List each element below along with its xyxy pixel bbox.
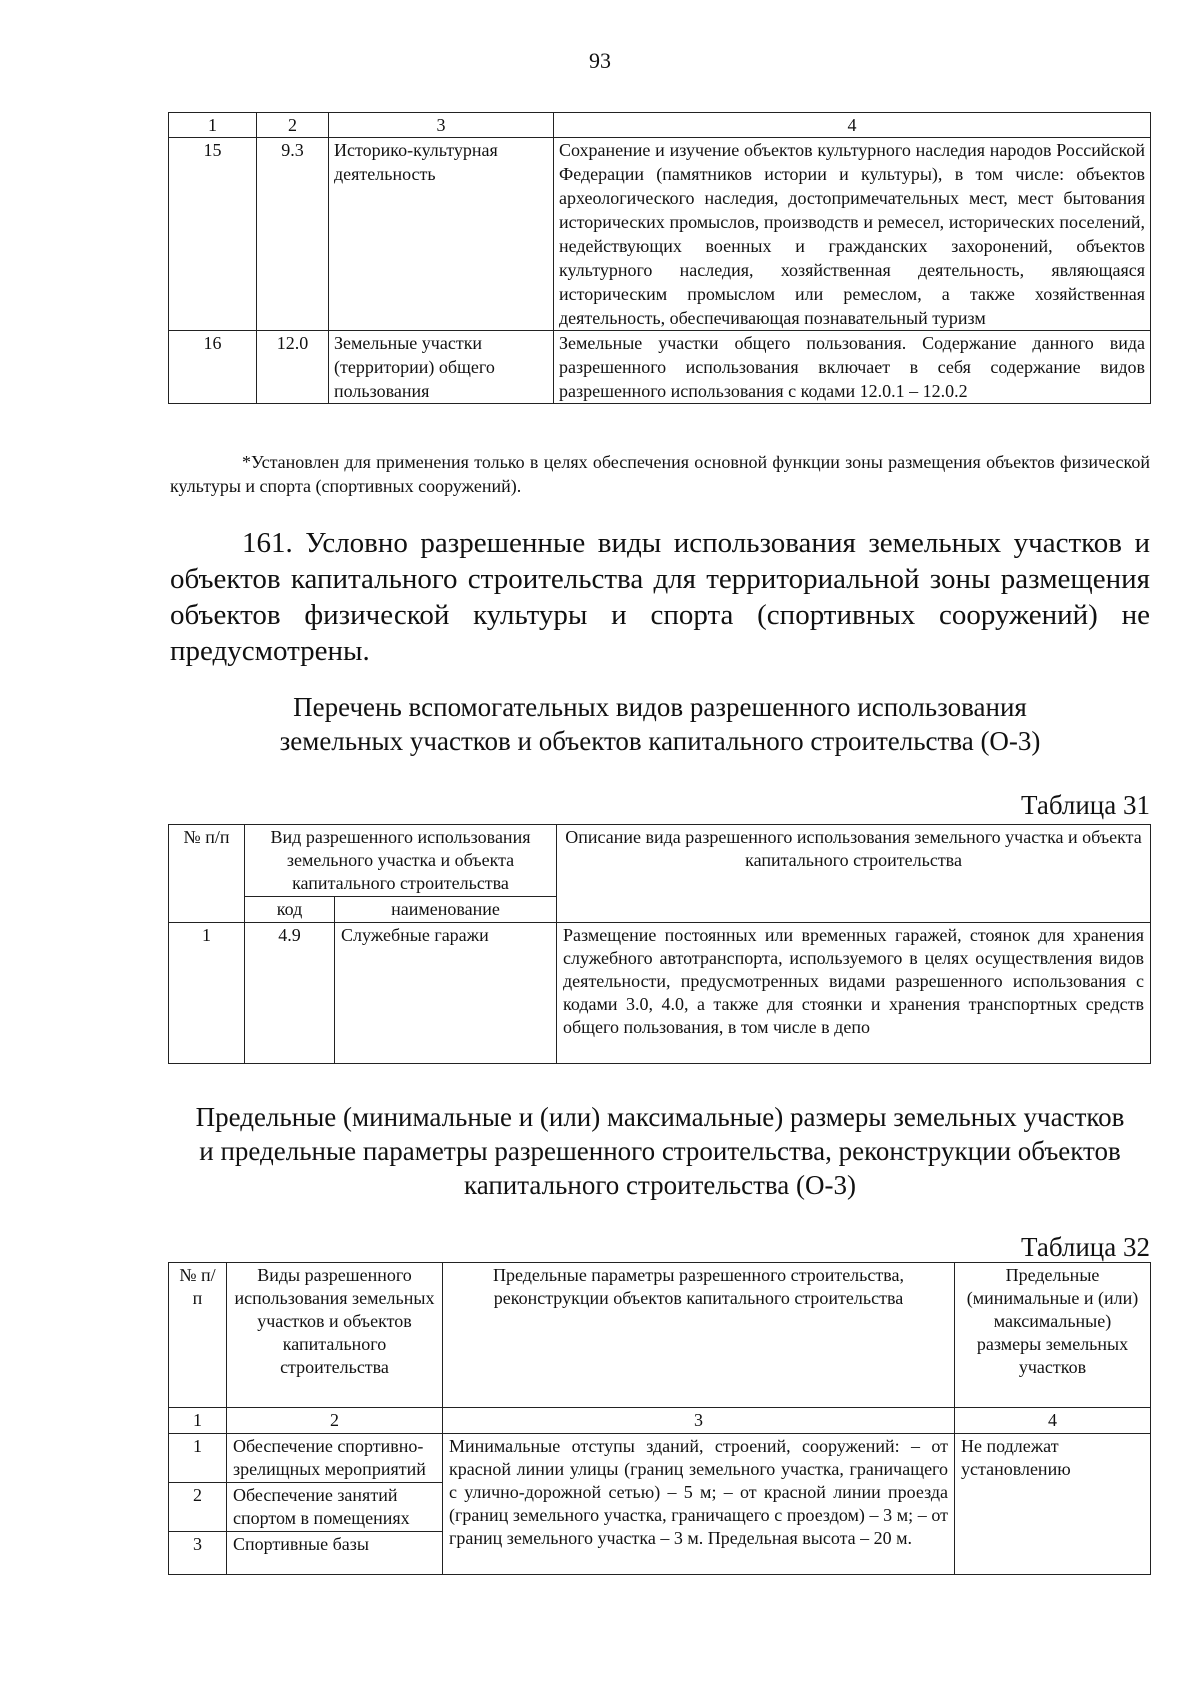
row-name: Земельные участки (территории) общего пользования <box>329 331 554 404</box>
row-number: 15 <box>169 138 257 331</box>
header-cell: 3 <box>329 113 554 138</box>
row-code: 9.3 <box>257 138 329 331</box>
table-row <box>169 923 1151 1064</box>
col-code-header: код <box>245 897 335 923</box>
table-31 <box>168 824 1151 1064</box>
row-number: 16 <box>169 331 257 404</box>
col-type-header: Вид разрешенного использования земельного участка и объекта капитального строительства <box>245 825 557 897</box>
footnote: *Установлен для применения только в целях обеспечения основной функции зоны размещения объектов физической культуры и спорта (спортивных сооружений). <box>170 452 1150 496</box>
row-name: Служебные гаражи <box>335 923 557 1064</box>
page-number: 93 <box>589 48 611 73</box>
row-description: Сохранение и изучение объектов культурного наследия народов Российской Федерации (памятников истории и культуры), в том числе: объектов археологического наследия, достопримечательных мест, мест бытования исторических промыслов, производств и ремесел, исторических поселений, недействующих военных и гражданских захоронений, объектов культурного наследия, хозяйственная деятельность, являющаяся историческим промыслом или ремеслом, а также хозяйственная деятельность, обеспечивающая познавательный туризм <box>554 138 1151 331</box>
numbering-cell: 3 <box>443 1408 955 1434</box>
row-name: Обеспечение занятий спортом в помещениях <box>227 1483 443 1532</box>
numbering-row <box>169 1408 1151 1434</box>
row-name: Историко-культурная деятельность <box>329 138 554 331</box>
col-description-header: Описание вида разрешенного использования земельного участка и объекта капитального строительства <box>557 825 1151 923</box>
row-number: 1 <box>169 923 245 1064</box>
col-types-header: Виды разрешенного использования земельных участков и объектов капитального строительства <box>227 1263 443 1408</box>
land-use-table-continued <box>168 112 1151 404</box>
table-row <box>169 331 1151 404</box>
row-name: Спортивные базы <box>227 1532 443 1575</box>
table-row <box>169 1434 1151 1483</box>
table-32 <box>168 1262 1151 1575</box>
col-number-header: № п/п <box>169 1263 227 1408</box>
heading-table-31: Перечень вспомогательных видов разрешенного использования земельных участков и объектов капитального строительства (О-3) <box>279 692 1041 756</box>
numbering-cell: 1 <box>169 1408 227 1434</box>
col-name-header: наименование <box>335 897 557 923</box>
row-code: 12.0 <box>257 331 329 404</box>
col-sizes-header: Предельные (минимальные и (или) максимальные) размеры земельных участков <box>955 1263 1151 1408</box>
row-description: Размещение постоянных или временных гаражей, стоянок для хранения служебного автотранспорта, используемого в целях осуществления видов деятельности, предусмотренных видами разрешенного использования с кодами 3.0, 4.0, а также для стоянки и хранения транспортных средств общего пользования, в том числе в депо <box>557 923 1151 1064</box>
row-name: Обеспечение спортивно-зрелищных мероприятий <box>227 1434 443 1483</box>
numbering-cell: 4 <box>955 1408 1151 1434</box>
row-number: 3 <box>169 1532 227 1575</box>
table-31-caption: Таблица 31 <box>1021 790 1150 820</box>
header-cell: 2 <box>257 113 329 138</box>
row-description: Земельные участки общего пользования. Содержание данного вида разрешенного использования включает в себя содержание видов разрешенного использования с кодами 12.0.1 – 12.0.2 <box>554 331 1151 404</box>
sizes-cell: Не подлежат установлению <box>955 1434 1151 1575</box>
numbering-cell: 2 <box>227 1408 443 1434</box>
header-cell: 1 <box>169 113 257 138</box>
col-number-header: № п/п <box>169 825 245 923</box>
header-cell: 4 <box>554 113 1151 138</box>
table-32-caption: Таблица 32 <box>1021 1232 1150 1262</box>
row-number: 2 <box>169 1483 227 1532</box>
table-row <box>169 138 1151 331</box>
row-code: 4.9 <box>245 923 335 1064</box>
table-header-row <box>169 113 1151 138</box>
params-cell: Минимальные отступы зданий, строений, сооружений: – от красной линии улицы (границ земельного участка, граничащего с улично-дорожной сетью) – 5 м; – от красной линии проезда (границ земельного участка, граничащего с проездом) – 3 м; – от границ земельного участка – 3 м. Предельная высота – 20 м. <box>443 1434 955 1575</box>
col-params-header: Предельные параметры разрешенного строительства, реконструкции объектов капитального строительства <box>443 1263 955 1408</box>
paragraph-161: 161. Условно разрешенные виды использования земельных участков и объектов капитального строительства для территориальной зоны размещения объектов физической культуры и спорта (спортивных сооружений) не предусмотрены. <box>170 527 1150 667</box>
heading-table-32: Предельные (минимальные и (или) максимальные) размеры земельных участков и предельные параметры разрешенного строительства, реконструкции объектов капитального строительства (О-3) <box>195 1102 1125 1200</box>
row-number: 1 <box>169 1434 227 1483</box>
